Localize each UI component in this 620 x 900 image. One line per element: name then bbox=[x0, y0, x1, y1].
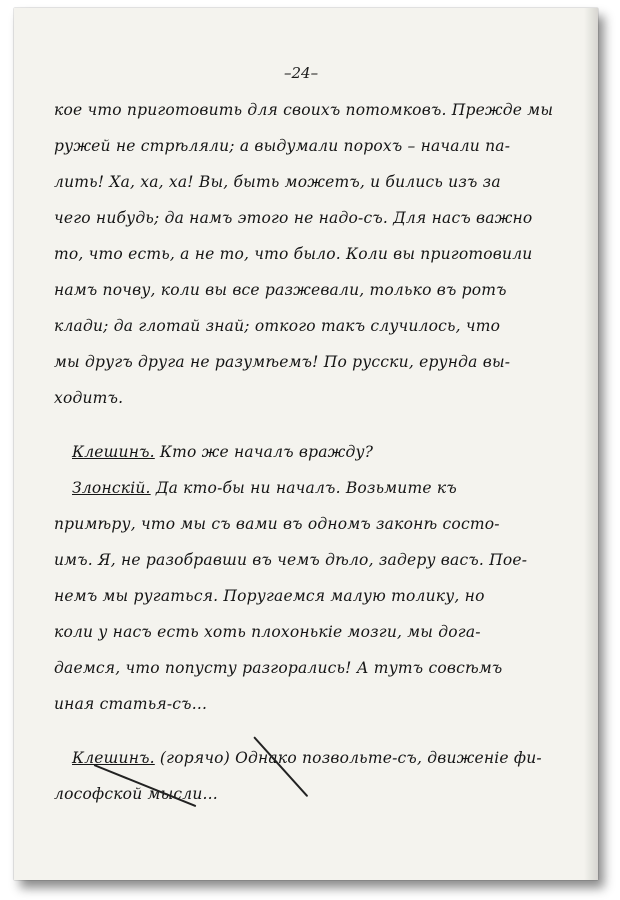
text-line: имъ. Я, не разобравши въ чемъ дѣло, задеру васъ. Пое- bbox=[54, 551, 528, 569]
text-line: то, что есть, а не то, что было. Коли вы приготовили bbox=[54, 245, 533, 263]
text-line: чего нибудь; да намъ этого не надо-съ. Для насъ важно bbox=[54, 209, 533, 227]
dialogue-line bbox=[54, 740, 594, 776]
manuscript-text bbox=[54, 92, 594, 812]
speech-text: Кто же началъ вражду? bbox=[159, 443, 374, 461]
text-line: кое что приготовить для своихъ потомковъ. Прежде мы bbox=[54, 101, 554, 119]
text-line: клади; да глотай знай; откого такъ случилось, что bbox=[54, 317, 501, 335]
paragraph-gap bbox=[54, 722, 594, 740]
page-number: –24– bbox=[284, 64, 319, 82]
text-line: намъ почву, коли вы все разжевали, только въ ротъ bbox=[54, 281, 507, 299]
text-line: немъ мы ругаться. Поругаемся малую толику, но bbox=[54, 587, 485, 605]
text-line: лить! Ха, ха, ха! Вы, быть можетъ, и бились изъ за bbox=[54, 173, 501, 191]
text-line: ходитъ. bbox=[54, 389, 124, 407]
text-line: лософской мысли... bbox=[54, 785, 218, 803]
dialogue-line bbox=[54, 434, 594, 470]
text-line: мы другъ друга не разумѣемъ! По русски, ерунда вы- bbox=[54, 353, 511, 371]
text-line: ружей не стрѣляли; а выдумали порохъ – начали па- bbox=[54, 137, 511, 155]
text-line: даемся, что попусту разгорались! А тутъ совсѣмъ bbox=[54, 659, 503, 677]
speech-text: Да кто-бы ни началъ. Возьмите къ bbox=[155, 479, 457, 497]
dialogue-line bbox=[54, 470, 594, 506]
speaker-name: Клешинъ. bbox=[72, 443, 155, 461]
speaker-name: Клешинъ. bbox=[72, 749, 155, 767]
text-line: иная статья-съ... bbox=[54, 695, 208, 713]
stage-direction: (горячо) bbox=[159, 749, 230, 767]
speaker-name: Злонскій. bbox=[72, 479, 151, 497]
paragraph-gap bbox=[54, 416, 594, 434]
text-line: примѣру, что мы съ вами въ одномъ законѣ состо- bbox=[54, 515, 500, 533]
text-line: коли у насъ есть хоть плохонькіе мозги, мы дога- bbox=[54, 623, 481, 641]
speech-text: Однако позвольте-съ, движеніе фи- bbox=[235, 749, 542, 767]
manuscript-page bbox=[14, 8, 598, 880]
